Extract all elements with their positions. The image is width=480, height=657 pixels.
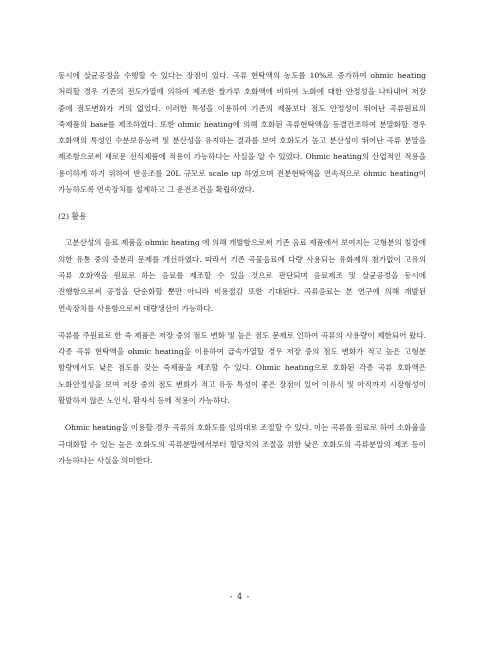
page-number: - 4 -	[229, 592, 251, 601]
section-heading-application: (2) 활용	[58, 212, 87, 222]
paragraph-porridge-application: 곡류를 주원료로 한 죽 제품은 저장 중의 점도 변화 및 높은 점도 문제로 인하여 곡류의 사용량이 제한되어 왔다. 각종 곡류 현탁액을 ohmic heating을 이용하여 급속가열할 경우 저장 중의 점도 변화가 적고 높은 고형분 함량에서도 낮은 점도를 갖는 죽제품을 제조할 수 있다. Ohmic heating으로 호화된 각종 곡류 호화액은 노화안정성을 보여 저장 중의 점도 변화가 적고 유동 특성이 좋은 장점이 있어 이유식 및 아직까지 시장형성이 활발하지 않은 노인식, 환자식 등에 적용이 가능하다.	[58, 330, 426, 406]
paragraph-beverage-application: 고분산성의 음료 제품을 ohmic heating 에 의해 개발함으로써 기존 음료 제품에서 보여지는 고형분의 침강에 의한 유통 중의 층분리 문제를 개선하였다. 따라서 기존 곡물음료에 다량 사용되는 유화제의 첨가없이 고유의 곡류 호화액을 원료로 하는 음료를 제조할 수 있을 것으로 판단되며 음료제조 및 살균공정을 동시에 진행함으로써 공정을 단순화할 뿐만 아니라 비용절감 또한 기대된다. 곡류음료는 본 연구에 의해 개발된 연속장치를 사용함으로써 대량생산이 가능하다.	[58, 238, 426, 313]
paragraph-process-results: 동시에 살균공정을 수행할 수 있다는 장점이 있다. 곡류 현탁액의 농도를 10%로 증가하여 ohmic heating 처리할 경우 기존의 전도가열에 의하여 제조한 쌀가루 호화액에 비하여 노화에 대한 안정성을 나타내어 저장 중에 점도변화가 거의 없었다. 이러한 특성을 이용하여 기존의 제품보다 점도 안정성이 뛰어난 곡류원료의 죽제품의 base를 제조하였다. 또한 ohmic heating에 의해 호화된 곡류현탁액을 동결건조하여 분말화할 경우 호화액의 특성인 수분보유능력 및 분산성을 유지하는 결과를 보여 호화도가 높고 분산성이 뛰어난 곡류 분말을 제조함으로써 새로운 선식제품에 적용이 가능하다는 사실을 알 수 있었다. Ohmic heating의 산업적인 적용을 용이하게 하기 위하여 반응조를 20L 규모로 scale up 하였으며 전분현탁액을 연속적으로 ohmic heating이 가능하도록 연속장치를 설계하고 그 운전조건을 확립하였다.	[58, 71, 426, 195]
document-body	[58, 68, 426, 469]
paragraph-gelatinization-control: Ohmic heating을 이용할 경우 곡류의 호화도를 임의대로 조절할 수 있다. 이는 곡류를 원료로 하여 소화율을 극대화할 수 있는 높은 호화도의 곡류분말에서부터 혈당치의 조절을 위한 낮은 호화도의 곡류분말의 제조 등이 가능하다는 사실을 의미한다.	[58, 423, 426, 465]
